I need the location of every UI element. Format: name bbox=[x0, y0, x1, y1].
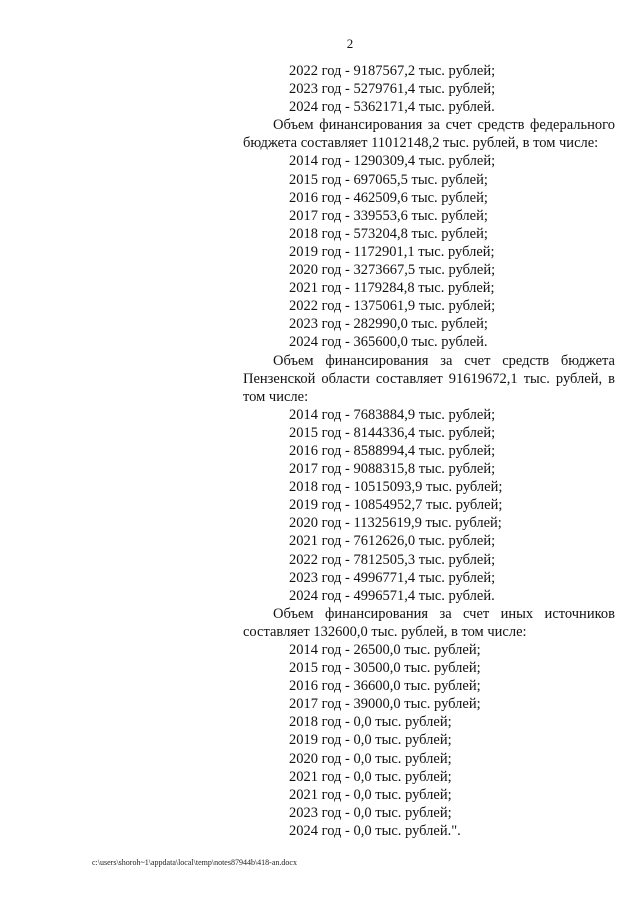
funding-line: 2020 год - 0,0 тыс. рублей; bbox=[289, 750, 452, 767]
funding-line: 2022 год - 1375061,9 тыс. рублей; bbox=[289, 298, 496, 315]
funding-line: 2016 год - 36600,0 тыс. рублей; bbox=[289, 678, 481, 695]
funding-line: 2023 год - 4996771,4 тыс. рублей; bbox=[289, 569, 496, 586]
funding-line: 2019 год - 10854952,7 тыс. рублей; bbox=[289, 497, 503, 514]
funding-line: 2018 год - 0,0 тыс. рублей; bbox=[289, 714, 452, 731]
funding-line: 2017 год - 39000,0 тыс. рублей; bbox=[289, 696, 481, 713]
funding-line: 2017 год - 339553,6 тыс. рублей; bbox=[289, 207, 488, 224]
page-number: 2 bbox=[346, 36, 354, 51]
intro-list bbox=[243, 62, 615, 116]
funding-line: 2017 год - 9088315,8 тыс. рублей; bbox=[289, 461, 496, 478]
funding-line: 2019 год - 0,0 тыс. рублей; bbox=[289, 732, 452, 749]
funding-line: 2024 год - 0,0 тыс. рублей.". bbox=[289, 822, 461, 839]
funding-line: 2021 год - 7612626,0 тыс. рублей; bbox=[289, 533, 496, 550]
funding-line: 2018 год - 573204,8 тыс. рублей; bbox=[289, 225, 488, 242]
funding-line: 2024 год - 5362171,4 тыс. рублей. bbox=[289, 99, 495, 116]
funding-line: 2019 год - 1172901,1 тыс. рублей; bbox=[289, 243, 495, 260]
funding-line: 2015 год - 697065,5 тыс. рублей; bbox=[289, 171, 488, 188]
funding-line: 2014 год - 1290309,4 тыс. рублей; bbox=[289, 153, 496, 170]
funding-line: 2023 год - 282990,0 тыс. рублей; bbox=[289, 316, 488, 333]
funding-line: 2023 год - 0,0 тыс. рублей; bbox=[289, 804, 452, 821]
funding-line: 2016 год - 8588994,4 тыс. рублей; bbox=[289, 442, 496, 459]
funding-line: 2022 год - 9187567,2 тыс. рублей; bbox=[289, 63, 496, 79]
regional-paragraph: Объем финансирования за счет средств бюджета Пензенской области составляет 91619672,1 тыс. рублей, в том числе: bbox=[243, 352, 615, 405]
footer-file-path: c:\users\shoroh~1\appdata\local\temp\notes87944b\418-an.docx bbox=[92, 858, 297, 867]
document-body bbox=[243, 62, 615, 840]
funding-line: 2015 год - 8144336,4 тыс. рублей; bbox=[289, 424, 496, 441]
funding-line: 2021 год - 0,0 тыс. рублей; bbox=[289, 768, 452, 785]
funding-line: 2014 год - 26500,0 тыс. рублей; bbox=[289, 642, 481, 658]
federal-paragraph: Объем финансирования за счет средств федерального бюджета составляет 11012148,2 тыс. рублей, в том числе: bbox=[243, 117, 615, 152]
funding-line: 2024 год - 365600,0 тыс. рублей. bbox=[289, 334, 488, 351]
funding-line: 2024 год - 4996571,4 тыс. рублей. bbox=[289, 587, 495, 604]
federal-section bbox=[243, 116, 615, 351]
regional-section bbox=[243, 352, 615, 605]
funding-line: 2014 год - 7683884,9 тыс. рублей; bbox=[289, 406, 496, 423]
funding-line: 2020 год - 11325619,9 тыс. рублей; bbox=[289, 515, 502, 532]
funding-line: 2015 год - 30500,0 тыс. рублей; bbox=[289, 660, 481, 677]
funding-line: 2021 год - 0,0 тыс. рублей; bbox=[289, 786, 452, 803]
funding-line: 2016 год - 462509,6 тыс. рублей; bbox=[289, 189, 488, 206]
funding-line: 2020 год - 3273667,5 тыс. рублей; bbox=[289, 262, 496, 279]
funding-line: 2018 год - 10515093,9 тыс. рублей; bbox=[289, 479, 503, 496]
other-sources-paragraph: Объем финансирования за счет иных источников составляет 132600,0 тыс. рублей, в том числе: bbox=[243, 605, 615, 640]
funding-line: 2021 год - 1179284,8 тыс. рублей; bbox=[289, 280, 495, 297]
funding-line: 2022 год - 7812505,3 тыс. рублей; bbox=[289, 551, 496, 568]
funding-line: 2023 год - 5279761,4 тыс. рублей; bbox=[289, 81, 496, 98]
other-sources-section bbox=[243, 605, 615, 840]
